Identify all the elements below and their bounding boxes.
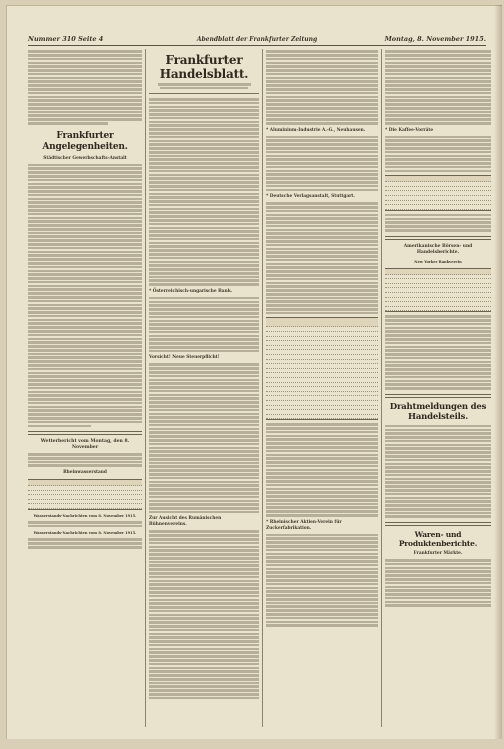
- section-title: Waren- und Produktenberichte.: [398, 530, 478, 549]
- water-news-1: Wasserstands-Nachrichten vom 8. November 1915.: [33, 514, 137, 519]
- col1-text-top: [28, 50, 142, 124]
- article-heading: Zur Ausicht des Rumänischen Bühnenvereins.: [149, 516, 222, 528]
- article-heading: * Deutsche Verlagsanstalt, Stuttgart.: [266, 194, 355, 200]
- section-title: Drahtmeldungen des Handelsteils.: [389, 401, 487, 422]
- page-edge-shadow: [494, 5, 502, 739]
- commerce-section-title: Frankfurter Handelsblatt.: [159, 53, 249, 81]
- article-heading: Vorsicht! Neue Steuerpflicht!: [149, 355, 220, 361]
- article-heading: * Die Kaffee-Vorräte: [385, 127, 434, 133]
- section-subtitle: New Yorker Bankverein: [414, 259, 462, 264]
- water-news-2: Wasserstands-Nachrichten vom 8. November 1915.: [33, 531, 137, 536]
- section-subtitle: Städtischer Gewerbschafts-Anstalt: [43, 155, 127, 161]
- statistics-table: [266, 317, 378, 420]
- article-heading: * Aluminium-Industrie A.-G., Neuhausen.: [266, 127, 366, 133]
- newspaper-page: [6, 5, 502, 739]
- bank-table: [385, 268, 491, 313]
- water-level-table: [28, 479, 142, 510]
- weather-report-title: Wetterbericht vom Montag, den 8. November: [40, 439, 130, 451]
- coffee-table: [385, 175, 491, 211]
- column-rule: [381, 49, 382, 727]
- article-heading: * Österreichisch-ungarische Bank.: [149, 288, 233, 294]
- table-label: Rheinwasserstand: [63, 470, 107, 476]
- issue-number: Nummer 310 Seite 4: [28, 35, 104, 43]
- page-header: [28, 29, 486, 46]
- paper-name: Abendblatt der Frankfurter Zeitung: [196, 36, 318, 43]
- issue-date: Montag, 8. November 1915.: [384, 35, 486, 43]
- col1-text-middle: [28, 164, 142, 428]
- column-rule: [145, 49, 146, 727]
- column-1: [28, 49, 142, 729]
- column-4: [385, 49, 491, 729]
- section-title: Amerikanische Börsen- und Handelsberichte.: [403, 243, 473, 255]
- article-heading: * Rheinischer Aktien-Verein für Zuckerfabrikation.: [266, 519, 342, 531]
- section-title: Frankfurter Angelegenheiten.: [42, 130, 128, 152]
- column-3: [266, 49, 378, 729]
- col2-text-top: [149, 98, 259, 286]
- column-rule: [262, 49, 263, 727]
- section-subtitle: Frankfurter Märkte.: [413, 551, 463, 557]
- column-2: [149, 49, 259, 729]
